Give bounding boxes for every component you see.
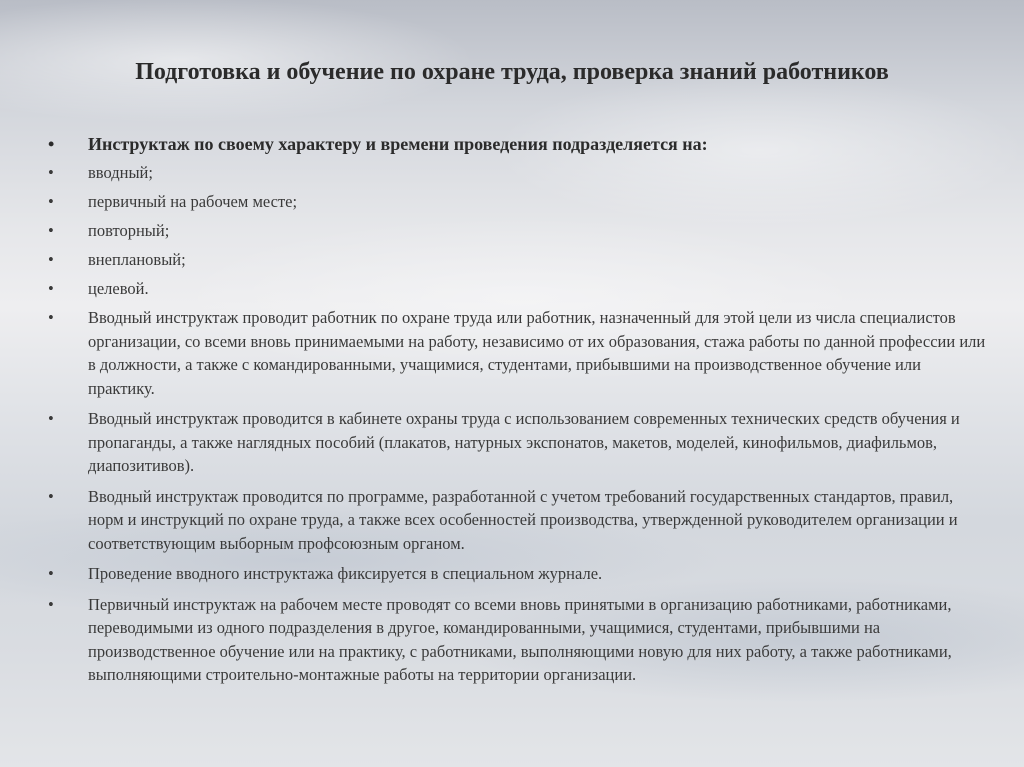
bullet-item-paragraph (48, 485, 988, 556)
bullet-text: вводный; (88, 163, 153, 182)
bullet-marker: • (48, 221, 54, 240)
bullet-item-paragraph (48, 306, 988, 400)
bullet-marker: • (48, 409, 54, 428)
bullet-marker: • (48, 594, 54, 614)
bullet-item-vneplanovy (48, 248, 988, 272)
bullet-marker: • (48, 564, 54, 583)
bullet-text: первичный на рабочем месте; (88, 192, 298, 211)
bullet-item-paragraph (48, 593, 988, 687)
bullet-item-pervichny (48, 190, 988, 214)
slide-title: Подготовка и обучение по охране труда, проверка знаний работников (135, 59, 889, 85)
bullet-text: Первичный инструктаж на рабочем месте проводят со всеми вновь принятыми в организацию работниками, работниками, переводимыми из одного подразделения в другое, командированными, учащимися, студентами, прибывшими на производственное обучение или на практику, с работниками, выполняющими новую для них работу, а также работниками, выполняющими строительно-монтажные работы на территории организации. (88, 594, 952, 684)
bullet-text: повторный; (88, 221, 170, 240)
bullet-text: Проведение вводного инструктажа фиксируется в специальном журнале. (88, 564, 603, 583)
bullet-marker: • (48, 308, 54, 327)
bullet-item-lead (48, 132, 988, 156)
bullet-text: целевой. (88, 279, 149, 298)
bullet-marker: • (48, 486, 54, 506)
bullet-text: Вводный инструктаж проводится в кабинете охраны труда с использованием современных технических средств обучения и пропаганды, а также наглядных пособий (плакатов, натурных экспонатов, макетов, моделей, кинофильмов, диафильмов, диапозитивов). (88, 409, 960, 475)
bullet-text: Вводный инструктаж проводится по программе, разработанной с учетом требований государственных стандартов, правил, норм и инструкций по охране труда, а также всех особенностей производства, утвержденной руководителем организации и соответствующим выборным профсоюзным органом. (88, 486, 958, 553)
bullet-list (48, 132, 988, 694)
bullet-item-povtorny (48, 219, 988, 243)
bullet-text: внеплановый; (88, 250, 186, 269)
bullet-marker: • (48, 250, 54, 269)
bullet-item-paragraph (48, 407, 988, 478)
bullet-marker: • (48, 192, 54, 211)
bullet-marker: • (48, 134, 55, 154)
bullet-item-tselevoy (48, 277, 988, 301)
bullet-item-vvodny (48, 161, 988, 185)
bullet-marker: • (48, 163, 54, 182)
bullet-text: Инструктаж по своему характеру и времени проведения подразделяется на: (88, 134, 708, 154)
bullet-item-paragraph (48, 562, 988, 586)
bullet-text: Вводный инструктаж проводит работник по охране труда или работник, назначенный для этой цели из числа специалистов организации, со всеми вновь принимаемыми на работу, независимо от их образования, стажа работы по данной профессии или в должности, а также с командированными, учащимися, студентами, прибывшими на производственное обучение или практику. (88, 308, 986, 398)
bullet-marker: • (48, 279, 54, 298)
